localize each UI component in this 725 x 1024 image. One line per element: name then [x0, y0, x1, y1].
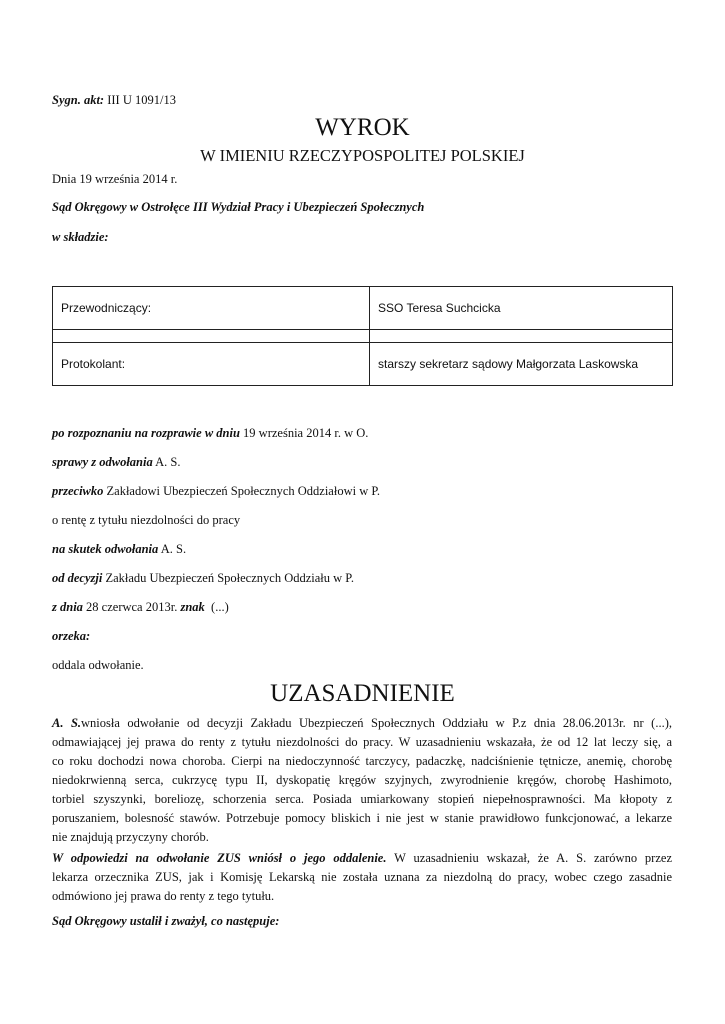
case-line-label: orzeka:	[52, 629, 91, 643]
case-line-text: Zakładowi Ubezpieczeń Społecznych Oddziałowi w P.	[103, 484, 381, 498]
name-cell: SSO Teresa Suchcicka	[370, 287, 673, 330]
case-line-subject	[52, 513, 240, 528]
table-row	[53, 287, 673, 330]
case-line-label: znak	[177, 600, 205, 614]
case-line-label: przeciwko	[52, 484, 104, 498]
case-line-label: sprawy z odwołania	[52, 455, 153, 469]
case-signature-value: III U 1091/13	[107, 93, 176, 107]
case-line-decision-date	[52, 600, 229, 615]
court-name: Sąd Okręgowy w Ostrołęce III Wydział Pracy i Ubezpieczeń Społecznych	[52, 200, 425, 214]
document-title: WYROK	[315, 114, 410, 141]
case-line-text: oddala odwołanie.	[52, 658, 144, 672]
case-line-respondent	[52, 484, 380, 499]
paragraph-line: lekarza orzecznika ZUS, jak i Komisję Lekarską nie została uznana za niezdolną do pracy, wobec czego zasadnie	[52, 870, 672, 884]
case-signature	[52, 93, 176, 108]
composition-table	[52, 286, 673, 386]
paragraph-line: co roku dochodzi nowa choroba. Cierpi na niedoczynność tarczycy, padaczkę, nadciśnienie tętnicze, anemię, chorobę	[52, 754, 672, 768]
document-subtitle: W IMIENIU RZECZYPOSPOLITEJ POLSKIEJ	[200, 146, 525, 165]
name-cell: starszy sekretarz sądowy Małgorzata Laskowska	[370, 343, 673, 386]
case-line-ruling-label	[52, 629, 90, 644]
case-line-appeal	[52, 542, 186, 557]
spacer-cell	[53, 330, 370, 343]
paragraph-line: niedokrwienną serca, cukrzycę typu II, dyskopatię kręgów szyjnych, zwyrodnienie kręgów, chorobę Hashimoto,	[52, 773, 672, 787]
paragraph-lead: W odpowiedzi na odwołanie ZUS wniósł o jego oddalenie.	[52, 851, 387, 865]
paragraph-line: nie znajdują przyczyny chorób.	[52, 830, 209, 844]
case-line-text: 28 czerwca 2013r.	[82, 600, 178, 614]
paragraph-line	[52, 714, 672, 733]
case-line-ruling	[52, 658, 144, 673]
composition-label: w składzie:	[52, 230, 109, 244]
case-line-text: 19 września 2014 r. w O.	[239, 426, 369, 440]
case-signature-label: Sygn. akt:	[52, 93, 105, 107]
case-line-appellant	[52, 455, 181, 470]
case-line-label: na skutek odwołania	[52, 542, 159, 556]
case-line-text: (...)	[204, 600, 229, 614]
case-line-label: po rozpoznaniu na rozprawie w dniu	[52, 426, 240, 440]
paragraph-lead: A. S.	[52, 716, 82, 730]
case-line-text: Zakładu Ubezpieczeń Społecznych Oddziału w P.	[102, 571, 354, 585]
paragraph-line	[52, 849, 672, 868]
case-line-label: z dnia	[52, 600, 83, 614]
paragraph-line: torbiel szyszynki, boreliozę, schorzenia serca. Posiada umiarkowany stopień niepełnosprawności. Ma kłopoty z	[52, 792, 672, 806]
case-line-text: A. S.	[152, 455, 181, 469]
spacer-cell	[370, 330, 673, 343]
role-cell: Przewodniczący:	[53, 287, 370, 330]
case-line-decision	[52, 571, 354, 586]
case-line-hearing	[52, 426, 368, 441]
paragraph-line: odmówiono jej prawa do renty z tego tytułu.	[52, 889, 275, 903]
paragraph-line: odmawiającej jej prawa do renty z tytułu niezdolności do pracy. W uzasadnieniu wskazała, że od 12 lat leczy się, a	[52, 735, 672, 749]
findings-heading: Sąd Okręgowy ustalił i zważył, co następuje:	[52, 914, 280, 928]
case-line-text: o rentę z tytułu niezdolności do pracy	[52, 513, 241, 527]
justification-paragraph-2	[52, 849, 672, 906]
table-row-spacer	[53, 330, 673, 343]
role-cell: Protokolant:	[53, 343, 370, 386]
paragraph-line: poruszaniem, bolesność stawów. Potrzebuje pomocy bliskich i nie jest w stanie prawidłowo funkcjonować, a lekarze	[52, 811, 672, 825]
paragraph-text: wniosła odwołanie od decyzji Zakładu Ubezpieczeń Społecznych Oddziału w P.z dnia 28.06.2013r. nr (...),	[81, 716, 672, 730]
justification-title: UZASADNIENIE	[270, 680, 455, 707]
judgment-date: Dnia 19 września 2014 r.	[52, 172, 178, 186]
case-line-label: od decyzji	[52, 571, 103, 585]
case-line-text: A. S.	[158, 542, 187, 556]
justification-paragraph-1	[52, 714, 672, 847]
table-row	[53, 343, 673, 386]
paragraph-text: W uzasadnieniu wskazał, że A. S. zarówno przez	[386, 851, 672, 865]
